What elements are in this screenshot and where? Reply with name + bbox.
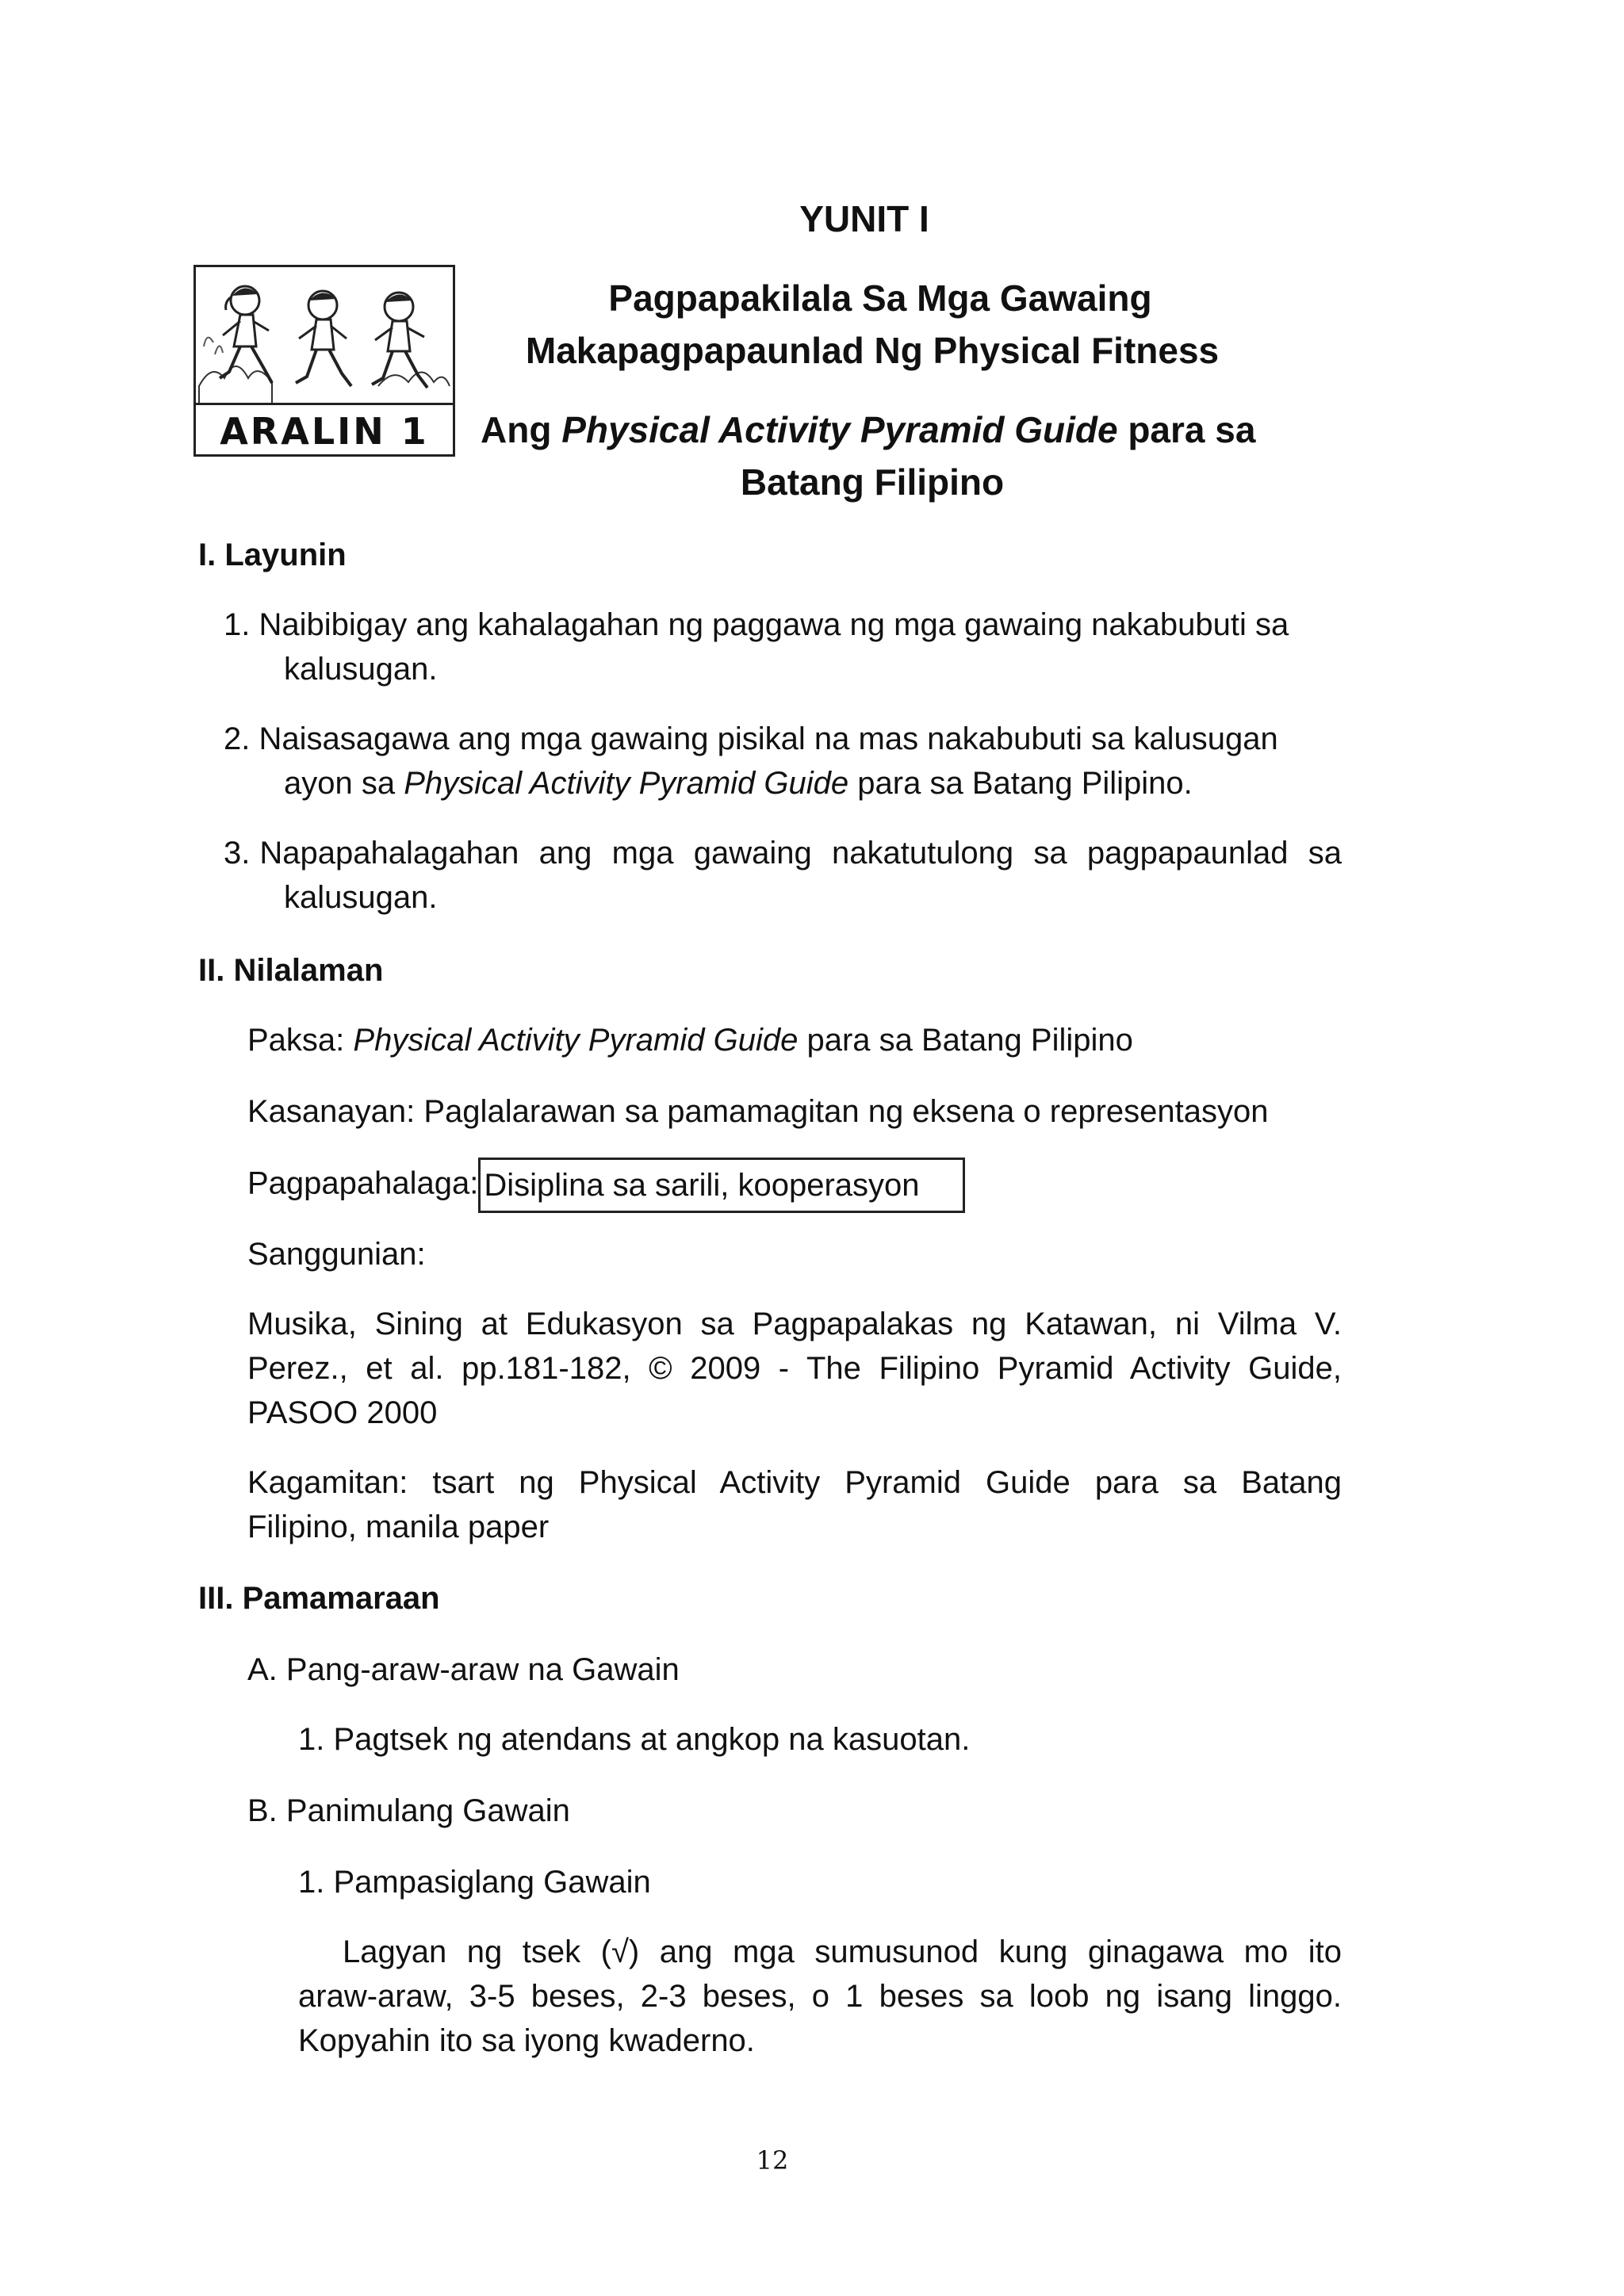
lesson-title-prefix: Ang	[481, 409, 552, 450]
objective-1-text: Naibibigay ang kahalagahan ng paggawa ng mga gawaing nakabubuti sa	[259, 607, 1289, 642]
pagpapahalaga-label: Pagpapahalaga:	[247, 1165, 479, 1201]
sanggunian-label: Sanggunian:	[247, 1237, 426, 1272]
objective-2-text: Naisasagawa ang mga gawaing pisikal na mas nakabubuti sa kalusugan	[259, 721, 1278, 756]
pagpapahalaga-value-box: Disiplina sa sarili, kooperasyon	[478, 1158, 965, 1213]
objective-1-num: 1.	[224, 607, 251, 642]
lesson-title-italic: Physical Activity Pyramid Guide	[561, 409, 1118, 450]
lesson-title-line1	[481, 404, 1432, 455]
paksa-rest: para sa Batang Pilipino	[806, 1023, 1133, 1058]
kagamitan-line1: Kagamitan: tsart ng Physical Activity Pyramid Guide para sa Batang	[247, 1465, 1342, 1500]
sanggunian-text	[247, 1302, 1342, 1435]
unit-title-line1: Pagpapakilala Sa Mga Gawaing	[608, 277, 1152, 319]
running-children-illustration	[196, 267, 453, 404]
objective-2-num: 2.	[224, 721, 251, 756]
lesson-title-suffix: para sa	[1128, 409, 1256, 450]
objective-item-3	[224, 831, 1342, 920]
paksa-line	[247, 1018, 1133, 1062]
section-b-heading: B. Panimulang Gawain	[247, 1793, 570, 1828]
objective-3-num: 3.	[224, 836, 251, 871]
unit-title-line2: Makapagpapaunlad Ng Physical Fitness	[525, 330, 1220, 371]
instruction-line2: araw-araw, 3-5 beses, 2-3 beses, o 1 beses sa loob ng isang linggo.	[298, 1979, 1342, 2014]
lesson-title-line2: Batang Filipino	[740, 461, 1005, 503]
objective-3-text: Napapahalagahan ang mga gawaing nakatutulong sa pagpapaunlad sa	[259, 836, 1342, 871]
sanggunian-line2: Perez., et al. pp.181-182, © 2009 - The Filipino Pyramid Activity Guide,	[247, 1351, 1342, 1386]
kasanayan-line: Kasanayan: Paglalarawan sa pamamagitan ng eksena o representasyon	[247, 1094, 1269, 1129]
paksa-italic: Physical Activity Pyramid Guide	[353, 1023, 799, 1058]
nilalaman-heading: II. Nilalaman	[198, 953, 384, 988]
sanggunian-line1: Musika, Sining at Edukasyon sa Pagpapalakas ng Katawan, ni Vilma V.	[247, 1307, 1342, 1341]
objective-1-line2: kalusugan.	[284, 652, 438, 687]
objective-3-line2: kalusugan.	[284, 880, 438, 915]
objective-2-line2-pre: ayon sa	[284, 766, 396, 801]
lesson-number-label: ARALIN 1	[193, 403, 455, 457]
objective-3-line1	[224, 831, 1342, 875]
objective-1-line1	[224, 603, 1342, 647]
objective-item-2	[224, 717, 1342, 806]
kagamitan-line2: Filipino, manila paper	[247, 1510, 550, 1544]
instruction-line1: Lagyan ng tsek (√) ang mga sumusunod kung ginagawa mo ito	[343, 1934, 1342, 1969]
instruction-paragraph	[298, 1930, 1342, 2063]
unit-heading: YUNIT I	[799, 198, 929, 239]
pamamaraan-heading: III. Pamamaraan	[198, 1581, 440, 1616]
instruction-line3: Kopyahin ito sa iyong kwaderno.	[298, 2023, 755, 2058]
section-a-item-1: 1. Pagtsek ng atendans at angkop na kasuotan.	[298, 1722, 971, 1757]
section-b-item-1: 1. Pampasiglang Gawain	[298, 1865, 651, 1900]
layunin-heading: I. Layunin	[198, 538, 347, 572]
objective-2-line2-post: para sa Batang Pilipino.	[857, 766, 1193, 801]
pagpapahalaga-line	[247, 1158, 965, 1213]
paksa-label: Paksa:	[247, 1023, 345, 1058]
objective-2-line2	[224, 761, 1342, 806]
sanggunian-line3: PASOO 2000	[247, 1395, 438, 1430]
section-a-heading: A. Pang-araw-araw na Gawain	[247, 1652, 680, 1687]
objective-item-1	[224, 603, 1342, 691]
page-number: 12	[756, 2145, 789, 2175]
objective-2-line1	[224, 717, 1342, 761]
objective-2-line2-italic: Physical Activity Pyramid Guide	[404, 766, 849, 801]
kagamitan-text	[247, 1460, 1342, 1549]
